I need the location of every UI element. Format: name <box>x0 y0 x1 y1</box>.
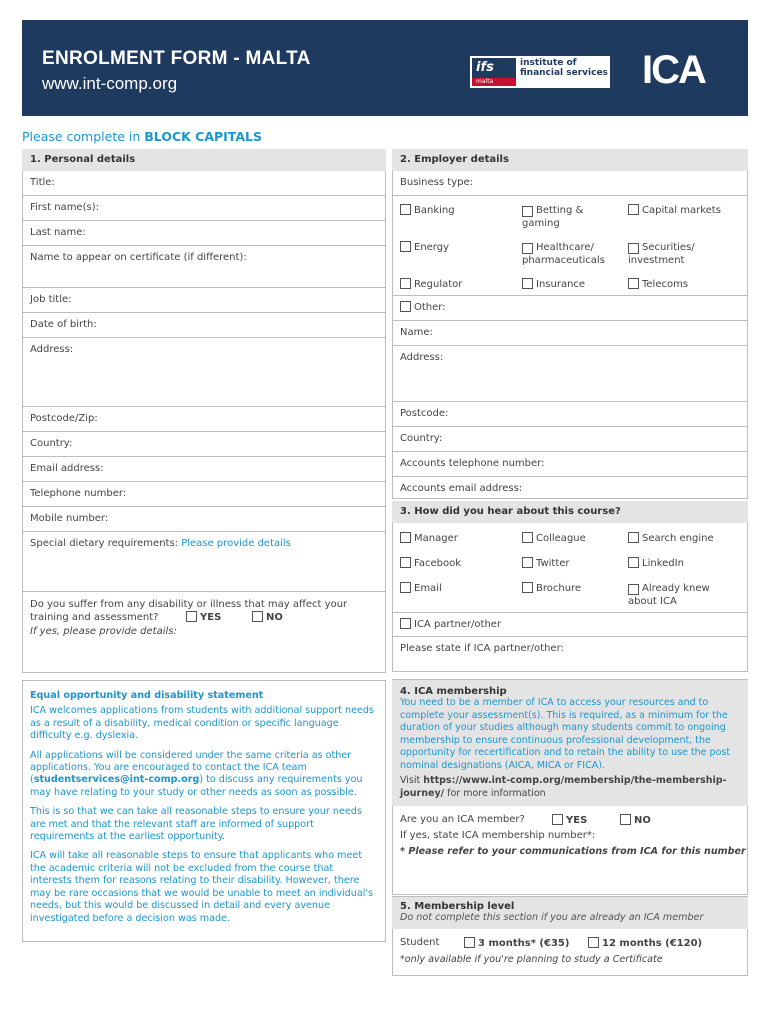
address-field[interactable]: Address: <box>22 338 386 407</box>
membership-question: Are you an ICA member? YES NO <box>400 814 651 826</box>
hear-about-heading: 3. How did you hear about this course? <box>392 501 748 523</box>
membership-heading: 4. ICA membership <box>400 686 507 697</box>
disability-no-option[interactable]: NO <box>252 611 283 624</box>
employer-postcode-field[interactable]: Postcode: <box>392 402 748 427</box>
business-option-healthcare[interactable]: Healthcare/ pharmaceuticals <box>522 242 605 266</box>
employer-country-field[interactable]: Country: <box>392 427 748 452</box>
student-label: Student <box>400 937 440 948</box>
business-option-betting[interactable]: Betting & gaming <box>522 205 584 229</box>
business-type-label: Business type: <box>392 171 748 196</box>
country-field[interactable]: Country: <box>22 432 386 457</box>
membership-link[interactable]: https://www.int-comp.org/membership/the-membership-journey/ <box>400 775 727 799</box>
form-title: ENROLMENT FORM - MALTA <box>42 48 311 69</box>
membership-level-heading: 5. Membership level <box>400 901 515 912</box>
employer-details-heading: 2. Employer details <box>392 149 748 171</box>
membership-text: You need to be a member of ICA to access your resources and to complete your assessment(s). This is required, as a minimum for the duration of your studies although many students commit to ongoing membership to ensure continuous professional development, the opportunity for recertification and to retain the ability to use the post nominal designations (AICA, MICA or FICA). <box>400 697 731 771</box>
membership-info: 4. ICA membership You need to be a member of ICA to access your resources and to complete your assessment(s). This is required, as a minimum for the duration of your studies although many students commit to ongoing membership to ensure continuous professional development, the opportunity for recertification and to retain the ability to use the post nominal designations (AICA, MICA or FICA). Visit https://www.int-comp.org/membership/the-membership-journey/ for more information <box>392 680 748 806</box>
disability-question: Do you suffer from any disability or illness that may affect your training and assessment? YES NO If yes, please provide details: <box>30 599 348 637</box>
accounts-telephone-field[interactable]: Accounts telephone number: <box>392 452 748 477</box>
support-email-link[interactable]: studentservices@int-comp.org <box>33 774 200 786</box>
date-of-birth-field[interactable]: Date of birth: <box>22 313 386 338</box>
business-type-options <box>392 196 748 296</box>
equal-opportunity-statement: Equal opportunity and disability statement ICA welcomes applications from students with additional support needs as a result of a disability, medical condition or specific language difficulty e.g. dyslexia. All applications will be considered under the same criteria as other applications. You are encouraged to contact the ICA team (studentservices@int-comp.org) to discuss any requirements you may have relating to your study or other needs as soon as possible. This is so that we can take all reasonable steps to ensure your needs are met and that the relevant staff are informed of support requirements at the earliest opportunity. ICA will take all reasonable steps to ensure that applicants who meet the academic criteria will not be excluded from the course that interests them for reasons relating to their disability. However, there may be rare occasions that we would be unable to meet an individual's needs, but this would be discussed in detail and every avenue investigated before a decision was made. <box>30 690 375 924</box>
accounts-email-field[interactable]: Accounts email address: <box>400 483 523 494</box>
title-field[interactable]: Title: <box>22 171 386 196</box>
business-option-energy[interactable]: Energy <box>400 241 449 254</box>
level-12-months-option[interactable]: 12 months (€120) <box>588 937 702 949</box>
intro-instruction: Please complete in BLOCK CAPITALS <box>22 129 263 144</box>
member-yes-option[interactable]: YES <box>552 814 587 826</box>
membership-level-header <box>392 897 748 929</box>
telephone-field[interactable]: Telephone number: <box>22 482 386 507</box>
business-option-banking[interactable]: Banking <box>400 204 455 217</box>
membership-number-field[interactable]: If yes, state ICA membership number*: <box>400 830 596 841</box>
ica-logo: ICA <box>642 48 705 92</box>
partner-state-field[interactable]: Please state if ICA partner/other: <box>400 643 564 654</box>
hear-option-partner[interactable]: ICA partner/other <box>392 613 748 637</box>
equal-opportunity-heading: Equal opportunity and disability statement <box>30 690 264 701</box>
disability-no-checkbox[interactable] <box>252 611 263 622</box>
business-other-field[interactable]: Other: <box>392 296 748 321</box>
email-field[interactable]: Email address: <box>22 457 386 482</box>
level-3-months-option[interactable]: 3 months* (€35) <box>464 937 569 949</box>
business-option-insurance[interactable]: Insurance <box>522 278 585 291</box>
first-names-field[interactable]: First name(s): <box>22 196 386 221</box>
disability-yes-option[interactable]: YES <box>186 611 221 624</box>
hear-option-facebook[interactable]: Facebook <box>400 557 461 570</box>
hear-option-manager[interactable]: Manager <box>400 532 458 545</box>
ifs-logo-mark: ifs <box>472 58 516 78</box>
membership-level-options <box>392 937 748 951</box>
ifs-logo-malta: malta <box>472 78 516 86</box>
hear-option-twitter[interactable]: Twitter <box>522 557 570 570</box>
hear-option-email[interactable]: Email <box>400 582 442 595</box>
business-option-telecoms[interactable]: Telecoms <box>628 278 688 291</box>
hear-option-linkedin[interactable]: LinkedIn <box>628 557 684 570</box>
disability-yes-checkbox[interactable] <box>186 611 197 622</box>
membership-level-note: Do not complete this section if you are already an ICA member <box>400 912 704 923</box>
business-option-regulator[interactable]: Regulator <box>400 278 462 291</box>
website-url[interactable]: www.int-comp.org <box>42 74 178 93</box>
membership-level-footnote: *only available if you're planning to study a Certificate <box>400 954 663 965</box>
dietary-requirements-field[interactable]: Special dietary requirements: Please provide details <box>22 532 386 592</box>
member-no-option[interactable]: NO <box>620 814 651 826</box>
last-name-field[interactable]: Last name: <box>22 221 386 246</box>
membership-number-note: * Please refer to your communications from ICA for this number <box>400 846 746 857</box>
hear-option-search-engine[interactable]: Search engine <box>628 532 714 545</box>
business-option-capital-markets[interactable]: Capital markets <box>628 204 721 217</box>
job-title-field[interactable]: Job title: <box>22 288 386 313</box>
employer-address-field[interactable]: Address: <box>392 346 748 402</box>
hear-about-options <box>392 523 748 613</box>
business-option-securities[interactable]: Securities/ investment <box>628 242 695 266</box>
hear-option-colleague[interactable]: Colleague <box>522 532 586 545</box>
ifs-logo-text: institute of financial services <box>520 58 608 78</box>
postcode-field[interactable]: Postcode/Zip: <box>22 407 386 432</box>
certificate-name-field[interactable]: Name to appear on certificate (if different): <box>22 246 386 288</box>
personal-details-heading: 1. Personal details <box>22 149 386 171</box>
hear-option-brochure[interactable]: Brochure <box>522 582 581 595</box>
mobile-field[interactable]: Mobile number: <box>22 507 386 532</box>
ifs-logo <box>470 56 610 88</box>
employer-name-field[interactable]: Name: <box>392 321 748 346</box>
hear-option-already-knew[interactable]: Already knew about ICA <box>628 583 710 607</box>
header-banner <box>22 20 748 116</box>
